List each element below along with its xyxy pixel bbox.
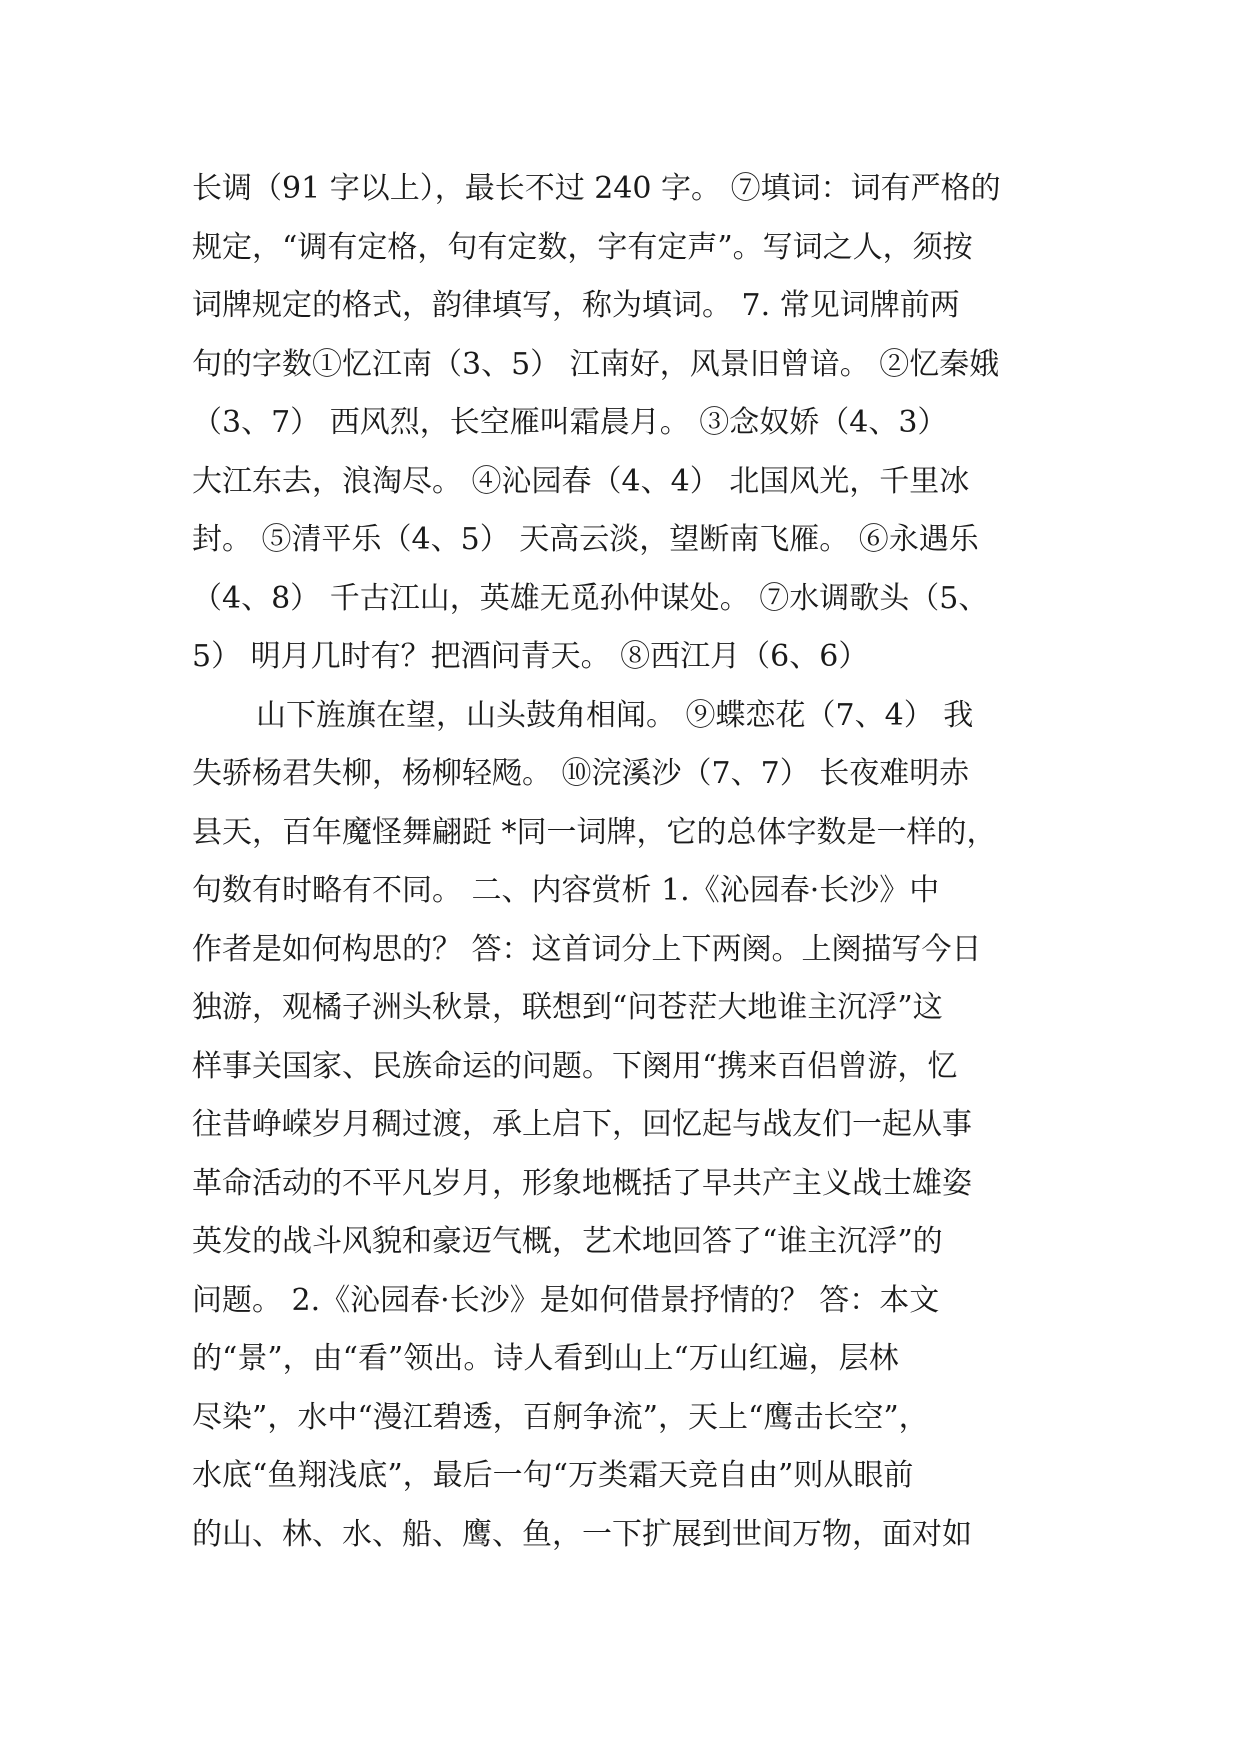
text-line: 句数有时略有不同。 二、内容赏析 1.《沁园春·长沙》中 xyxy=(192,873,940,908)
text-line: 革命活动的不平凡岁月，形象地概括了早共产主义战士雄姿 xyxy=(192,1165,972,1201)
text-line: 5） 明月几时有？把酒问青天。 ⑧西江月（6、6） xyxy=(192,639,869,674)
text-line: 问题。 2.《沁园春·长沙》是如何借景抒情的？ 答：本文 xyxy=(192,1282,940,1318)
text-line: 词牌规定的格式，韵律填写，称为填词。 7. 常见词牌前两 xyxy=(192,288,960,323)
paragraph-start-line: 山下旌旗在望，山头鼓角相闻。 ⑨蝶恋花（7、4） 我 xyxy=(256,697,974,733)
text-line: 作者是如何构思的？ 答：这首词分上下两阕。上阕描写今日 xyxy=(192,931,982,967)
text-line: 水底“鱼翔浅底”，最后一句“万类霜天竞自由”则从眼前 xyxy=(192,1458,914,1493)
text-line: 往昔峥嵘岁月稠过渡，承上启下，回忆起与战友们一起从事 xyxy=(192,1107,972,1142)
text-line: 尽染”，水中“漫江碧透，百舸争流”，天上“鹰击长空”， xyxy=(192,1399,929,1435)
text-line: 英发的战斗风貌和豪迈气概，艺术地回答了“谁主沉浮”的 xyxy=(192,1224,943,1259)
text-line: 长调（91 字以上），最长不过 240 字。 ⑦填词：词有严格的 xyxy=(192,171,1001,206)
text-line: 规定，“调有定格，句有定数，字有定声”。写词之人，须按 xyxy=(192,229,973,265)
text-line: 封。 ⑤清平乐（4、5） 天高云淡，望断南飞雁。 ⑥永遇乐 xyxy=(192,522,979,557)
text-line: 样事关国家、民族命运的问题。下阕用“携来百侣曾游，忆 xyxy=(192,1048,958,1084)
text-line: 独游，观橘子洲头秋景，联想到“问苍茫大地谁主沉浮”这 xyxy=(192,990,943,1025)
text-line: 失骄杨君失柳，杨柳轻飏。 ⑩浣溪沙（7、7） 长夜难明赤 xyxy=(192,756,970,791)
text-line: （4、8） 千古江山，英雄无觅孙仲谋处。 ⑦水调歌头（5、 xyxy=(192,580,989,616)
text-line: （3、7） 西风烈，长空雁叫霜晨月。 ③念奴娇（4、3） xyxy=(192,405,948,440)
text-line: 句的字数①忆江南（3、5） 江南好，风景旧曾谙。 ②忆秦娥 xyxy=(192,346,1000,382)
text-line: 的山、林、水、船、鹰、鱼，一下扩展到世间万物，面对如 xyxy=(192,1516,972,1552)
text-line: 大江东去，浪淘尽。 ④沁园春（4、4） 北国风光，千里冰 xyxy=(192,463,970,499)
body-text xyxy=(192,160,1072,1564)
text-line: 县天，百年魔怪舞翩跹 *同一词牌，它的总体字数是一样的， xyxy=(192,814,997,850)
text-line: 的“景”，由“看”领出。诗人看到山上“万山红遍，层林 xyxy=(192,1341,899,1376)
